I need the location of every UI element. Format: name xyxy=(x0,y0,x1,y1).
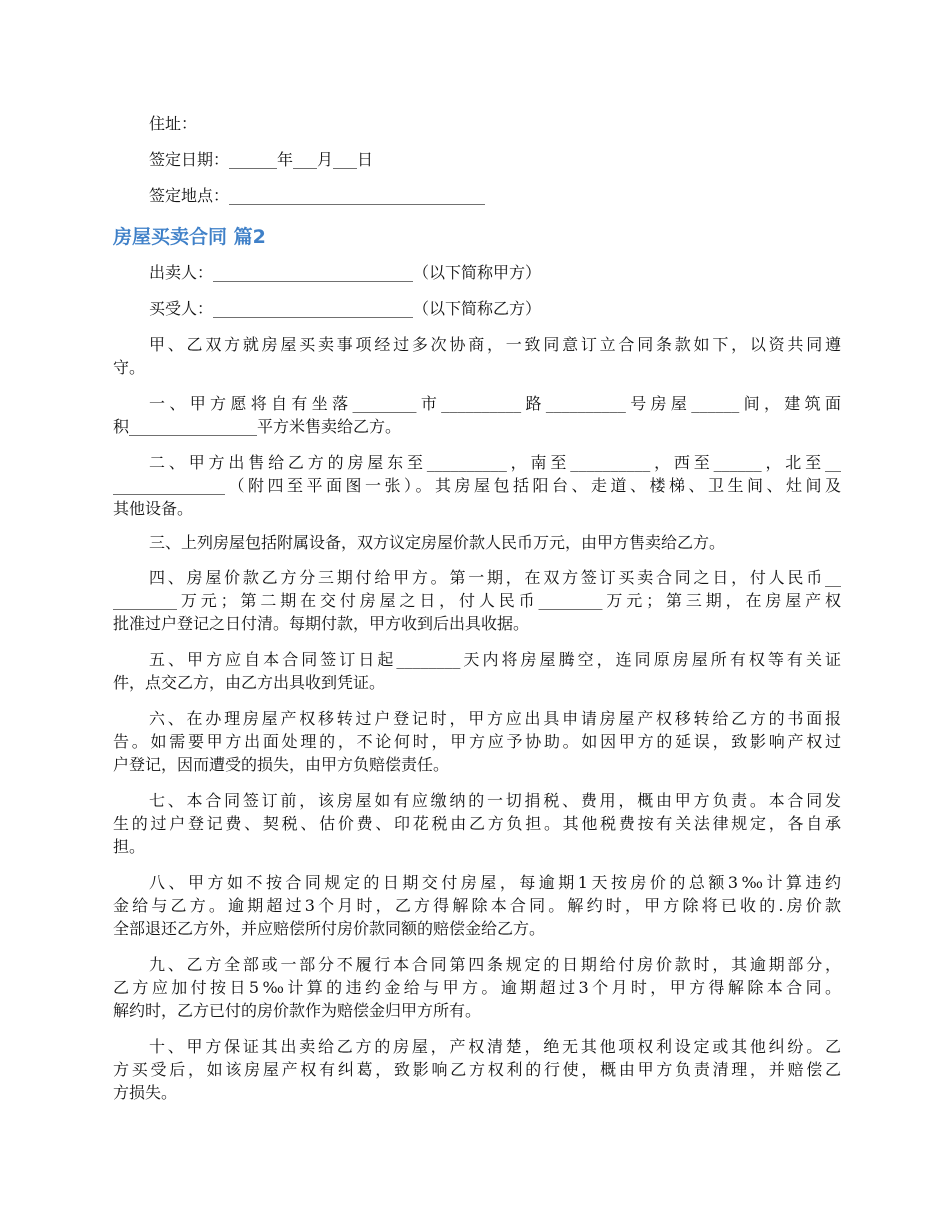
clause-7-line-1: 七、本合同签订前，该房屋如有应缴纳的一切捐税、费用，概由甲方负责。本合同发 xyxy=(149,791,841,810)
clause-9-line-3: 解约时，乙方已付的房价款作为赔偿金归甲方所有。 xyxy=(113,1001,482,1020)
clause-8-line-1: 八、甲方如不按合同规定的日期交付房屋，每逾期1天按房价的总额3‰计算违约 xyxy=(149,873,841,892)
clause-4-line-1: 四、房屋价款乙方分三期付给甲方。第一期，在双方签订买卖合同之日，付人民币__ xyxy=(149,568,841,587)
clause-6-line-1: 六、在办理房屋产权移转过户登记时，甲方应出具申请房屋产权移转给乙方的书面报 xyxy=(149,709,841,728)
clause-4-line-2: ________万元；第二期在交付房屋之日，付人民币________万元；第三期，在房屋产权 xyxy=(113,591,841,610)
seller-line: 出卖人：_________________________（以下简称甲方） xyxy=(149,263,542,282)
clause-8-line-2: 金给与乙方。逾期超过3个月时，乙方得解除本合同。解约时，甲方除将已收的.房价款 xyxy=(113,896,841,915)
clause-7-line-3: 担。 xyxy=(113,837,146,856)
clause-10-line-2: 方买受后，如该房屋产权有纠葛，致影响乙方权利的行使，概由甲方负责清理，并赔偿乙 xyxy=(113,1060,841,1079)
clause-9-line-2: 乙方应加付按日5‰计算的违约金给与甲方。逾期超过3个月时，甲方得解除本合同。 xyxy=(113,978,841,997)
clause-10-line-1: 十、甲方保证其出卖给乙方的房屋，产权清楚，绝无其他项权利设定或其他纠纷。乙 xyxy=(149,1037,841,1056)
clause-5-line-1: 五、甲方应自本合同签订日起________天内将房屋腾空，连同原房屋所有权等有关证 xyxy=(149,650,841,669)
signing-date-line: 签定日期：______年___月___日 xyxy=(149,150,374,169)
clause-9-line-1: 九、乙方全部或一部分不履行本合同第四条规定的日期给付房价款时，其逾期部分， xyxy=(149,955,841,974)
clause-6-line-2: 告。如需要甲方出面处理的，不论何时，甲方应予协助。如因甲方的延误，致影响产权过 xyxy=(113,732,841,751)
clause-4-line-3: 批准过户登记之日付清。每期付款，甲方收到后出具收据。 xyxy=(113,614,530,633)
intro-line-1: 甲、乙双方就房屋买卖事项经过多次协商，一致同意订立合同条款如下，以资共同遵 xyxy=(149,335,841,354)
clause-3-line-1: 三、上列房屋包括附属设备，双方议定房屋价款人民币万元，由甲方售卖给乙方。 xyxy=(149,533,726,552)
clause-1-line-2: 积________________平方米售卖给乙方。 xyxy=(113,417,402,436)
section-title: 房屋买卖合同 篇2 xyxy=(113,226,266,248)
clause-2-line-2: ______________（附四至平面图一张）。其房屋包括阳台、走道、楼梯、卫生间、灶间及 xyxy=(113,476,841,495)
buyer-line: 买受人：_________________________（以下简称乙方） xyxy=(149,299,542,318)
clause-8-line-3: 全部退还乙方外，并应赔偿所付房价款同额的赔偿金给乙方。 xyxy=(113,919,546,938)
clause-5-line-2: 件，点交乙方，由乙方出具收到凭证。 xyxy=(113,673,386,692)
intro-line-2: 守。 xyxy=(113,358,146,377)
address-line: 住址： xyxy=(149,114,198,133)
signing-place-line: 签定地点：________________________________ xyxy=(149,186,486,205)
clause-10-line-3: 方损失。 xyxy=(113,1083,178,1102)
clause-1-line-1: 一、甲方愿将自有坐落________市__________路__________号房屋______间，建筑面 xyxy=(149,394,841,413)
clause-2-line-1: 二、甲方出售给乙方的房屋东至__________，南至__________，西至______，北至__ xyxy=(149,453,841,472)
clause-7-line-2: 生的过户登记费、契税、估价费、印花税由乙方负担。其他税费按有关法律规定，各自承 xyxy=(113,814,841,833)
clause-2-line-3: 其他设备。 xyxy=(113,499,194,518)
clause-6-line-3: 户登记，因而遭受的损失，由甲方负赔偿责任。 xyxy=(113,755,450,774)
